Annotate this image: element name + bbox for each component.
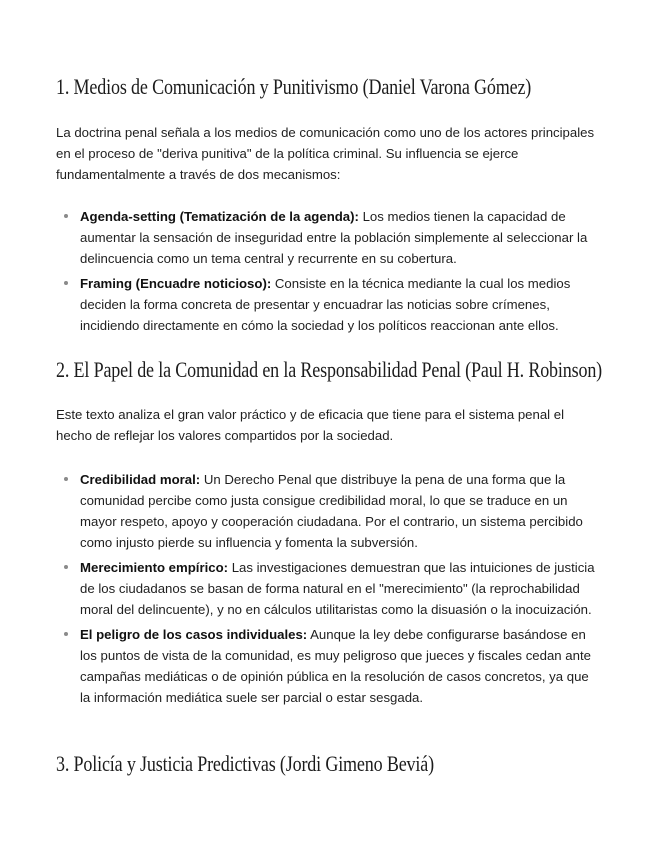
list-item-term: Framing (Encuadre noticioso): xyxy=(80,276,272,291)
list-item-text: Aunque la ley debe configurarse basándose en los puntos de vista de la comunidad, es muy peligroso que jueces y fiscales cedan ante campañas mediáticas o de opinión pública en la resolución de casos concretos, ya que la información mediática suele ser parcial o estar sesgada. xyxy=(80,627,591,705)
list-item xyxy=(56,469,596,553)
section-2-heading: 2. El Papel de la Comunidad en la Responsabilidad Penal (Paul H. Robinson) xyxy=(56,357,603,382)
list-item-term: Agenda-setting (Tematización de la agenda): xyxy=(80,209,359,224)
list-item-text: Las investigaciones demuestran que las intuiciones de justicia de los ciudadanos se basan de forma natural en el "merecimiento" (la reprochabilidad moral del delincuente), y no en cálculos utilitaristas como la disuasión o la inocuización. xyxy=(80,560,595,617)
list-item-text: Los medios tienen la capacidad de aumentar la sensación de inseguridad entre la población simplemente al seleccionar la delincuencia como un tema central y recurrente en su cobertura. xyxy=(80,209,588,266)
list-item-text: Consiste en la técnica mediante la cual los medios deciden la forma concreta de presentar y encuadrar las noticias sobre crímenes, incidiendo directamente en cómo la sociedad y los políticos reaccionan ante ellos. xyxy=(80,276,571,333)
list-item-term: El peligro de los casos individuales: xyxy=(80,627,308,642)
list-item xyxy=(56,206,596,269)
section-2-list xyxy=(56,469,596,712)
section-1-heading: 1. Medios de Comunicación y Punitivismo (Daniel Varona Gómez) xyxy=(56,74,532,99)
section-2-intro: Este texto analiza el gran valor práctico y de eficacia que tiene para el sistema penal el hecho de reflejar los valores compartidos por la sociedad. xyxy=(56,407,565,443)
section-1-list xyxy=(56,206,596,340)
list-item xyxy=(56,273,596,336)
list-item-term: Credibilidad moral: xyxy=(80,472,201,487)
list-item xyxy=(56,624,596,708)
list-item-text: Un Derecho Penal que distribuye la pena de una forma que la comunidad percibe como justa consigue credibilidad moral, lo que se traduce en un mayor respeto, apoyo y cooperación ciudadana. Por el contrario, un sistema percibido como injusto pierde su influencia y fomenta la subversión. xyxy=(80,472,583,550)
list-item-term: Merecimiento empírico: xyxy=(80,560,229,575)
list-item xyxy=(56,557,596,620)
section-3-heading: 3. Policía y Justicia Predictivas (Jordi Gimeno Beviá) xyxy=(56,751,434,776)
section-1-intro: La doctrina penal señala a los medios de comunicación como uno de los actores principales en el proceso de "deriva punitiva" de la política criminal. Su influencia se ejerce fundamentalmente a través de dos mecanismos: xyxy=(56,125,595,182)
